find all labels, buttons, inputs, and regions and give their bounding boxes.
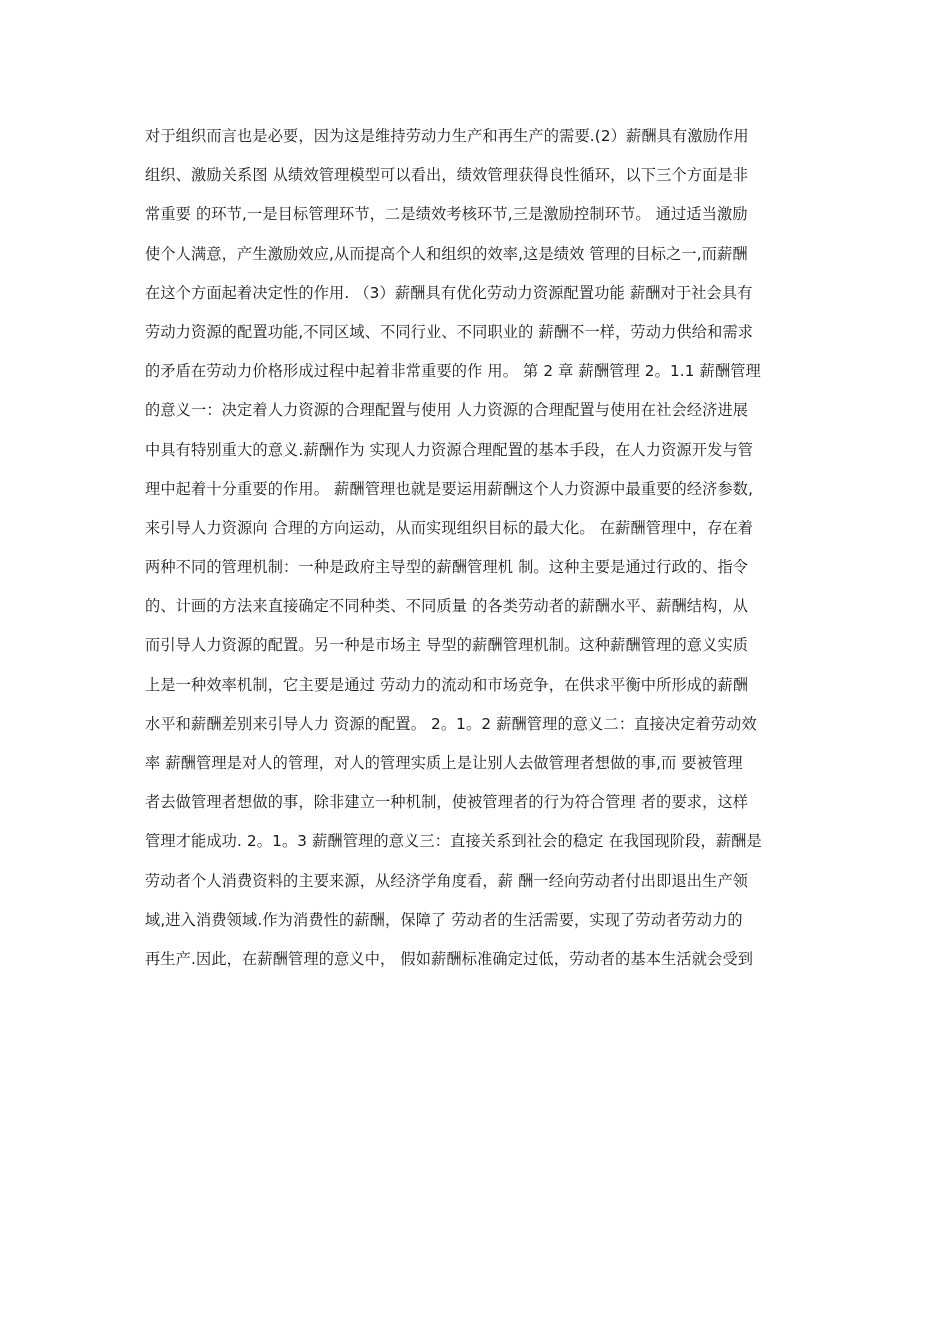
text-line: 上是一种效率机制，它主要是通过 劳动力的流动和市场竞争，在供求平衡中所形成的薪酬: [145, 675, 749, 694]
text-line: 劳动者个人消费资料的主要来源，从经济学角度看，薪 酬一经向劳动者付出即退出生产领: [145, 871, 749, 890]
text-line: 管理才能成功. 2。1。3 薪酬管理的意义三：直接关系到社会的稳定 在我国现阶段，薪酬是: [145, 832, 762, 851]
text-line: 使个人满意，产生激励效应,从而提高个人和组织的效率,这是绩效 管理的目标之一,而薪酬: [145, 244, 748, 263]
text-line: 的矛盾在劳动力价格形成过程中起着非常重要的作 用。 第 2 章 薪酬管理 2。1.1 薪酬管理: [145, 362, 761, 381]
text-line: 常重要 的环节,一是目标管理环节，二是绩效考核环节,三是激励控制环节。 通过适当激励: [145, 205, 748, 224]
text-line: 两种不同的管理机制：一种是政府主导型的薪酬管理机 制。这种主要是通过行政的、指令: [145, 558, 749, 577]
text-line: 者去做管理者想做的事，除非建立一种机制，使被管理者的行为符合管理 者的要求，这样: [145, 793, 749, 812]
text-line: 在这个方面起着决定性的作用. （3）薪酬具有优化劳动力资源配置功能 薪酬对于社会具有: [145, 283, 753, 302]
text-line: 水平和薪酬差别来引导人力 资源的配置。 2。1。2 薪酬管理的意义二：直接决定着劳动效: [145, 714, 757, 733]
text-line: 劳动力资源的配置功能,不同区域、不同行业、不同职业的 薪酬不一样，劳动力供给和需求: [145, 322, 754, 341]
text-line: 率 薪酬管理是对人的管理，对人的管理实质上是让别人去做管理者想做的事,而 要被管理: [145, 754, 743, 772]
text-line: 的意义一：决定着人力资源的合理配置与使用 人力资源的合理配置与使用在社会经济进展: [145, 401, 749, 420]
text-line: 域,进入消费领域.作为消费性的薪酬，保障了 劳动者的生活需要，实现了劳动者劳动力的: [145, 910, 743, 929]
text-line: 再生产.因此，在薪酬管理的意义中， 假如薪酬标准确定过低，劳动者的基本生活就会受到: [145, 949, 754, 968]
text-line: 中具有特别重大的意义.薪酬作为 实现人力资源合理配置的基本手段，在人力资源开发与管: [145, 440, 754, 459]
text-line: 的、计画的方法来直接确定不同种类、不同质量 的各类劳动者的薪酬水平、薪酬结构，从: [145, 597, 749, 616]
text-line: 理中起着十分重要的作用。 薪酬管理也就是要运用薪酬这个人力资源中最重要的经济参数,: [145, 479, 754, 498]
text-line: 组织、激励关系图 从绩效管理模型可以看出，绩效管理获得良性循环，以下三个方面是非: [145, 166, 749, 185]
text-line: 而引导人力资源的配置。另一种是市场主 导型的薪酬管理机制。这种薪酬管理的意义实质: [145, 636, 749, 655]
body-text: [145, 122, 807, 984]
text-line: 对于组织而言也是必要，因为这是维持劳动力生产和再生产的需要.(2）薪酬具有激励作用: [145, 127, 749, 145]
text-line: 来引导人力资源向 合理的方向运动，从而实现组织目标的最大化。 在薪酬管理中，存在着: [145, 518, 754, 537]
